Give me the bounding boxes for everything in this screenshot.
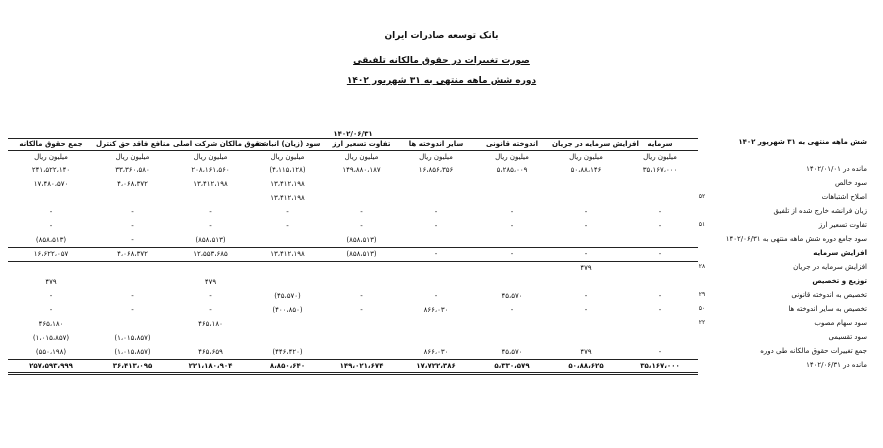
row-label: تخصیص به سایر اندوخته ها <box>788 305 867 313</box>
table-cell: ۵۰،۸۸،۱۴۶ <box>570 166 602 174</box>
note-ref: ۲۹ <box>698 291 706 298</box>
table-cell <box>325 275 398 289</box>
table-cell <box>474 317 550 331</box>
table-cell <box>250 317 325 331</box>
table-row <box>8 219 698 233</box>
table-cell: (۴۴۶،۴۲۰) <box>272 347 303 356</box>
table-cell: ۲۴۱،۵۲۲،۱۴۰ <box>31 166 71 174</box>
table-cell: - <box>510 222 514 230</box>
unit-label: میلیون ریال <box>643 153 677 161</box>
row-label: سود سهام مصوب <box>814 319 867 327</box>
table-cell: - <box>131 235 134 244</box>
table-cell <box>622 275 698 289</box>
table-cell <box>8 261 94 275</box>
table-cell: - <box>658 292 662 300</box>
bank-name: بانک توسعه صادرات ایران <box>384 31 499 41</box>
table-cell: ۱۳،۴۱۲،۱۹۸ <box>270 194 305 202</box>
table-row <box>8 303 698 317</box>
table-cell <box>250 261 325 275</box>
table-cell <box>550 191 622 205</box>
note-ref: ۵۱ <box>698 221 706 228</box>
table-cell: ۴۶۵،۶۵۹ <box>198 347 223 356</box>
unit-label: میلیون ریال <box>569 153 603 161</box>
table-cell <box>8 191 94 205</box>
table-cell: (۱،۰۱۵،۸۵۷) <box>114 347 151 356</box>
table-cell: ۳۵،۱۶۷،۰۰۰ <box>622 359 698 373</box>
table-cell: ۴،۰۶۸،۳۷۲ <box>117 180 148 188</box>
table-cell: ۴،۰۶۸،۳۷۲ <box>94 247 171 261</box>
table-cell: ۴۷۹ <box>204 278 217 286</box>
table-cell: - <box>474 247 550 261</box>
table-cell <box>325 191 398 205</box>
unit-label: میلیون ریال <box>115 153 150 161</box>
table-cell: - <box>584 222 588 230</box>
equity-table <box>8 138 698 375</box>
table-cell <box>171 261 250 275</box>
table-cell: ۱۳،۴۱۲،۱۹۸ <box>250 247 325 261</box>
table-cell <box>171 191 250 205</box>
table-cell: ۱۴۹،۰۲۱،۶۷۴ <box>325 359 398 373</box>
table-cell: - <box>209 208 212 216</box>
table-cell: ۳۵،۱۶۷،۰۰۰ <box>642 166 678 174</box>
table-cell <box>398 177 474 191</box>
table-cell: ۸،۸۵۰،۶۴۰ <box>250 359 325 373</box>
table-cell: - <box>510 208 514 216</box>
table-cell: ۱۳،۴۱۲،۱۹۸ <box>270 180 305 188</box>
table-cell <box>94 317 171 331</box>
table-cell: - <box>286 208 289 216</box>
table-cell: - <box>360 292 363 300</box>
table-cell <box>474 261 550 275</box>
row-label: افزایش سرمایه در جریان <box>793 263 867 271</box>
col-capital: سرمایه <box>622 138 698 151</box>
table-row <box>8 261 698 275</box>
table-row <box>8 247 698 261</box>
unit-row <box>8 151 698 164</box>
table-row <box>8 233 698 247</box>
table-cell <box>622 331 698 345</box>
table-cell: - <box>360 222 363 230</box>
table-cell: ۵۰،۸۸،۶۲۵ <box>550 359 622 373</box>
table-row <box>8 289 698 303</box>
table-cell: - <box>584 208 588 216</box>
table-cell <box>398 261 474 275</box>
row-label: تفاوت تسعیر ارز <box>818 221 867 229</box>
row-label: تخصیص به اندوخته قانونی <box>791 291 867 299</box>
table-cell <box>398 317 474 331</box>
table-cell: (۸۵۸،۵۱۳) <box>325 247 398 261</box>
table-cell: (۵۵۰،۱۹۸) <box>35 347 67 356</box>
note-ref: ۵۰ <box>698 305 706 312</box>
table-cell: - <box>209 306 212 314</box>
table-cell <box>622 317 698 331</box>
table-row <box>8 191 698 205</box>
table-cell <box>474 191 550 205</box>
table-cell: ۱۷،۴۸۰،۵۷۰ <box>33 180 69 188</box>
table-cell: (۸۵۸،۵۱۳) <box>346 235 377 244</box>
table-cell: - <box>510 306 514 314</box>
row-label: سود تقسیمی <box>828 333 867 341</box>
table-cell: ۲۵۷،۵۹۳،۹۹۹ <box>8 359 94 373</box>
unit-label: میلیون ریال <box>419 153 453 161</box>
row-label: اصلاح اشتباهات <box>821 193 867 201</box>
table-cell: - <box>584 292 588 300</box>
table-cell: - <box>131 306 134 314</box>
table-cell: - <box>49 222 53 230</box>
table-row <box>8 359 698 373</box>
table-cell: ۴۵،۵۷۰ <box>501 292 523 300</box>
table-row <box>8 331 698 345</box>
table-cell: ۸۶۶،۰۳۰ <box>423 306 449 314</box>
table-row <box>8 317 698 331</box>
table-cell: - <box>360 306 363 314</box>
col-retained-earnings: سود (زیان) انباشته <box>250 138 325 151</box>
period-title: دوره شش ماهه منتهی به ۳۱ شهریور ۱۴۰۲ <box>346 76 537 86</box>
table-cell: - <box>622 247 698 261</box>
table-cell: ۲۰۸،۱۶۱،۵۶۰ <box>191 166 230 174</box>
table-row <box>8 177 698 191</box>
row-label: افزایش سرمایه <box>813 249 867 257</box>
table-cell <box>622 191 698 205</box>
table-cell: ۴۶۵،۱۸۰ <box>198 320 223 328</box>
unit-label: میلیون ریال <box>270 153 305 161</box>
table-cell: - <box>49 292 53 300</box>
table-cell: ۴۷۹ <box>580 264 592 273</box>
table-cell: ۲۲۱،۱۸۰،۹۰۴ <box>171 359 250 373</box>
table-cell: - <box>584 306 588 314</box>
period-label: شش ماهه منتهی به ۳۱ شهریور ۱۴۰۲ <box>738 138 867 146</box>
table-cell <box>94 261 171 275</box>
note-ref: ۲۲ <box>698 319 706 326</box>
table-row <box>8 345 698 359</box>
col-total-equity: جمع حقوق مالکانه <box>8 138 94 151</box>
table-cell: ۱۳،۴۱۲،۱۹۸ <box>193 180 228 188</box>
table-cell <box>474 331 550 345</box>
table-cell: - <box>658 306 662 314</box>
table-cell <box>398 233 474 247</box>
row-label: سود خالص <box>835 179 867 187</box>
table-cell: ۸۶۶،۰۳۰ <box>423 347 449 356</box>
table-cell: - <box>209 292 212 300</box>
table-cell <box>325 261 398 275</box>
table-cell: (۱،۰۱۵،۸۵۷) <box>114 334 151 342</box>
table-cell <box>250 275 325 289</box>
unit-label: میلیون ریال <box>344 153 379 161</box>
table-cell <box>398 191 474 205</box>
table-cell <box>622 261 698 275</box>
table-cell: - <box>286 222 289 230</box>
col-fx-difference: تفاوت تسعیر ارز <box>325 138 398 151</box>
unit-label: میلیون ریال <box>34 153 68 161</box>
table-cell: ۴۷۹ <box>45 278 57 286</box>
table-cell: (۴۰۰،۸۵۰) <box>272 306 303 314</box>
table-cell <box>171 331 250 345</box>
table-cell <box>474 275 550 289</box>
column-headers <box>8 138 698 151</box>
table-cell <box>250 233 325 247</box>
row-label: مانده در ۱۴۰۲/۰۶/۳۱ <box>806 361 867 369</box>
table-cell: - <box>209 222 212 230</box>
row-label: توزیع و تخصیص <box>812 277 867 285</box>
table-cell: (۱،۰۱۵،۸۵۷) <box>32 334 70 342</box>
col-other-reserves: سایر اندوخته ها <box>398 138 474 151</box>
table-cell: - <box>434 292 438 300</box>
table-cell: - <box>434 208 438 216</box>
table-cell: - <box>49 208 53 216</box>
table-cell: - <box>658 208 662 216</box>
table-cell: - <box>49 306 53 314</box>
unit-label: میلیون ریال <box>193 153 228 161</box>
table-row <box>8 205 698 219</box>
table-cell <box>622 177 698 191</box>
table-cell <box>325 317 398 331</box>
table-cell: ۱۲،۵۵۳،۶۸۵ <box>171 247 250 261</box>
table-cell <box>550 177 622 191</box>
table-cell <box>550 233 622 247</box>
table-cell: - <box>131 222 134 230</box>
table-cell <box>474 233 550 247</box>
table-cell <box>94 275 171 289</box>
table-cell <box>550 275 622 289</box>
table-cell: - <box>658 347 662 356</box>
note-ref: ۵۲ <box>698 193 706 200</box>
table-row <box>8 163 698 177</box>
table-cell: ۱۴۹،۸۸۰،۱۸۷ <box>342 166 381 174</box>
table-cell: - <box>131 208 134 216</box>
table-cell <box>325 177 398 191</box>
statement-title: صورت تغییرات در حقوق مالکانه تلفیقی <box>353 56 530 66</box>
table-cell: ۴۶۵،۱۸۰ <box>38 320 64 328</box>
table-cell: - <box>658 222 662 230</box>
table-cell <box>474 177 550 191</box>
row-label: سود جامع دوره شش ماهه منتهی به ۱۴۰۲/۰۶/۳۱ <box>725 235 867 243</box>
date-line: ۱۴۰۲/۰۶/۳۱ <box>8 130 698 138</box>
col-parent-owners: حقوق مالکان شرکت اصلی <box>171 138 250 151</box>
table-cell <box>325 331 398 345</box>
table-cell: ۱۷،۷۲۲،۳۸۶ <box>398 359 474 373</box>
row-label: زیان فرانشه خارج شده از تلفیق <box>773 207 867 215</box>
table-cell <box>250 331 325 345</box>
table-cell: ۴۵،۵۷۰ <box>501 347 523 356</box>
unit-label: میلیون ریال <box>495 153 529 161</box>
col-capital-increase: افزایش سرمایه در جریان <box>550 138 622 151</box>
table-cell: (۴۵،۵۷۰) <box>274 292 301 300</box>
table-cell: - <box>434 222 438 230</box>
table-cell: - <box>131 292 134 300</box>
table-cell: (۸۵۸،۵۱۳) <box>195 235 226 244</box>
table-cell: - <box>550 247 622 261</box>
table-cell <box>550 331 622 345</box>
table-cell: ۵،۳۳۰،۵۷۹ <box>474 359 550 373</box>
table-cell: ۱۶،۶۲۲،۰۵۷ <box>8 247 94 261</box>
table-cell <box>550 317 622 331</box>
table-row <box>8 275 698 289</box>
table-cell <box>94 191 171 205</box>
table-cell: (۴،۱۱۵،۱۲۸) <box>269 166 306 174</box>
table-cell: ۴۷۹ <box>580 347 592 356</box>
row-label: جمع تغییرات حقوق مالکانه طی دوره <box>760 347 867 355</box>
table-cell: ۵،۲۸۵،۰۰۹ <box>496 166 528 174</box>
table-cell: ۳۶،۴۱۳،۰۹۵ <box>94 359 171 373</box>
note-ref: ۲۸ <box>698 263 706 270</box>
row-label: مانده در ۱۴۰۲/۰۱/۰۱ <box>806 165 867 173</box>
col-legal-reserve: اندوخته قانونی <box>474 138 550 151</box>
col-non-controlling: منافع فاقد حق کنترل <box>94 138 171 151</box>
table-cell: (۸۵۸،۵۱۳) <box>35 235 67 244</box>
table-cell: - <box>360 208 363 216</box>
table-cell <box>398 331 474 345</box>
table-cell <box>325 345 398 359</box>
table-cell: - <box>398 247 474 261</box>
table-cell: ۳۳،۳۶۰،۵۸۰ <box>115 166 150 174</box>
table-cell: ۱۶،۸۵۶،۳۵۶ <box>418 166 454 174</box>
table-cell <box>622 233 698 247</box>
table-cell <box>398 275 474 289</box>
